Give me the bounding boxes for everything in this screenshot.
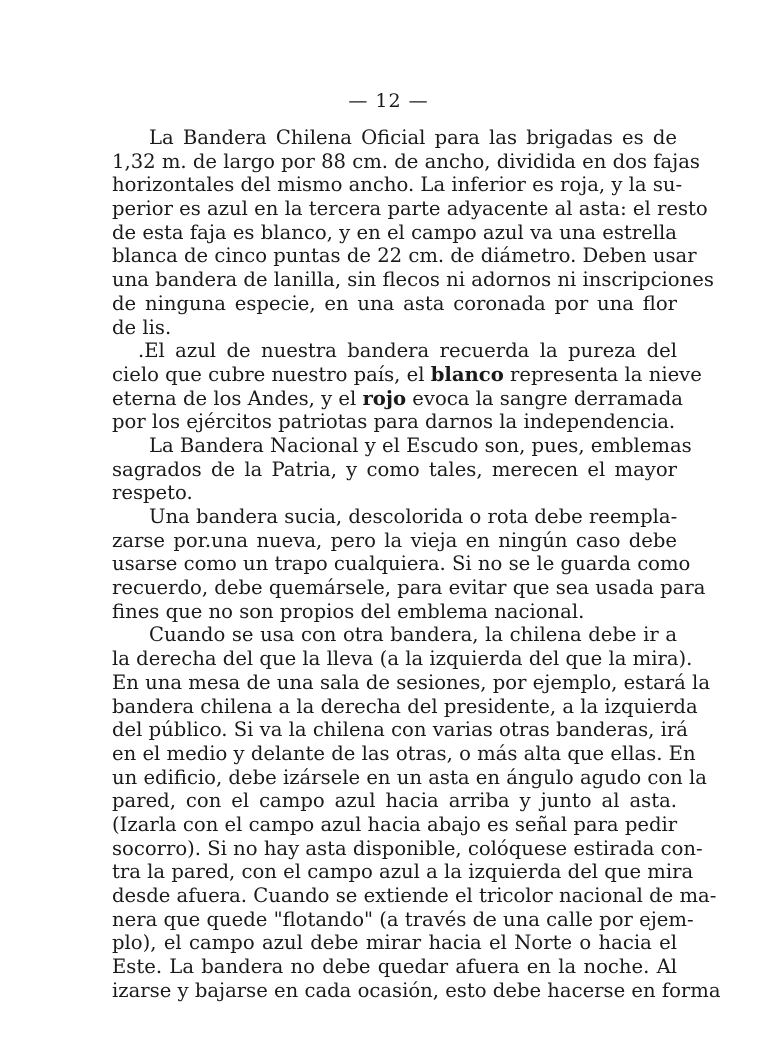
text-line: respeto. [112, 481, 193, 505]
text-line: Cuando se usa con otra bandera, la chilena debe ir a [149, 623, 677, 647]
text-line: Una bandera sucia, descolorida o rota debe reempla- [149, 505, 678, 528]
text-line: bandera chilena a la derecha del presidente, a la izquierda [112, 694, 698, 718]
paragraph [112, 505, 706, 623]
text-line: horizontales del mismo ancho. La inferior es roja, y la su- [112, 173, 683, 197]
text-line: nera que quede "flotando" (a través de una calle por ejem- [112, 907, 694, 931]
page-number: — 12 — [348, 90, 429, 112]
text-line: de esta faja es blanco, y en el campo azul va una estrella [112, 220, 677, 244]
text-line: pared, con el campo azul hacia arriba y junto al asta. [112, 789, 677, 813]
paragraph [112, 433, 692, 505]
paragraph [112, 339, 702, 434]
text-line: tra la pared, con el campo azul a la izquierda del que mira [112, 860, 694, 884]
text-line: de ninguna especie, en una asta coronada por una flor [112, 291, 677, 315]
text-line: de lis. [112, 315, 172, 339]
text-line: una bandera de lanilla, sin flecos ni adornos ni inscripciones [112, 268, 714, 292]
text-line: La Bandera Nacional y el Escudo son, pues, emblemas [149, 433, 692, 457]
text-line: zarse por.una nueva, pero la vieja en ningún caso debe [112, 528, 677, 552]
text-line: plo), el campo azul debe mirar hacia el Norte o hacia el [112, 931, 677, 955]
text-line: En una mesa de una sala de sesiones, por ejemplo, estará la [112, 670, 711, 694]
text-line: perior es azul en la tercera parte adyacente al asta: el resto [112, 197, 708, 221]
text-line: la derecha del que la lleva (a la izquierda del que la mira). [112, 647, 693, 671]
text-line: del público. Si va la chilena con varias otras banderas, irá [112, 718, 688, 742]
text-line: La Bandera Chilena Oficial para las brigadas es de [149, 126, 677, 149]
text-line: sagrados de la Patria, y como tales, merecen el mayor [112, 457, 677, 481]
text-line: en el medio y delante de las otras, o más alta que ellas. En [112, 741, 696, 765]
text-line: izarse y bajarse en cada ocasión, esto debe hacerse en forma [112, 978, 721, 1002]
text-line: blanca de cinco puntas de 22 cm. de diámetro. Deben usar [112, 244, 697, 268]
text-line: socorro). Si no hay asta disponible, colóquese estirada con- [112, 836, 703, 860]
text-line: por los ejércitos patriotas para darnos la independencia. [112, 410, 676, 434]
text-line: Este. La bandera no debe quedar afuera en la noche. Al [112, 955, 677, 979]
text-line: desde afuera. Cuando se extiende el tricolor nacional de ma- [112, 884, 717, 907]
text-line: fines que no son propios del emblema nacional. [112, 599, 585, 623]
text-line: cielo que cubre nuestro país, el blanco representa la nieve [112, 362, 702, 386]
paragraph [112, 623, 721, 1002]
text-line: (Izarla con el campo azul hacia abajo es señal para pedir [112, 812, 678, 836]
text-line: un edificio, debe izársele en un asta en ángulo agudo con la [112, 765, 707, 789]
text-line: usarse como un trapo cualquiera. Si no se le guarda como [112, 552, 691, 576]
text-line: 1,32 m. de largo por 88 cm. de ancho, dividida en dos fajas [112, 149, 700, 173]
text-line: eterna de los Andes, y el rojo evoca la sangre derramada [112, 386, 683, 410]
text-line: .El azul de nuestra bandera recuerda la pureza del [138, 339, 677, 363]
paragraph [112, 126, 714, 339]
body-text [112, 126, 721, 1002]
text-line: recuerdo, debe quemársele, para evitar que sea usada para [112, 576, 706, 600]
